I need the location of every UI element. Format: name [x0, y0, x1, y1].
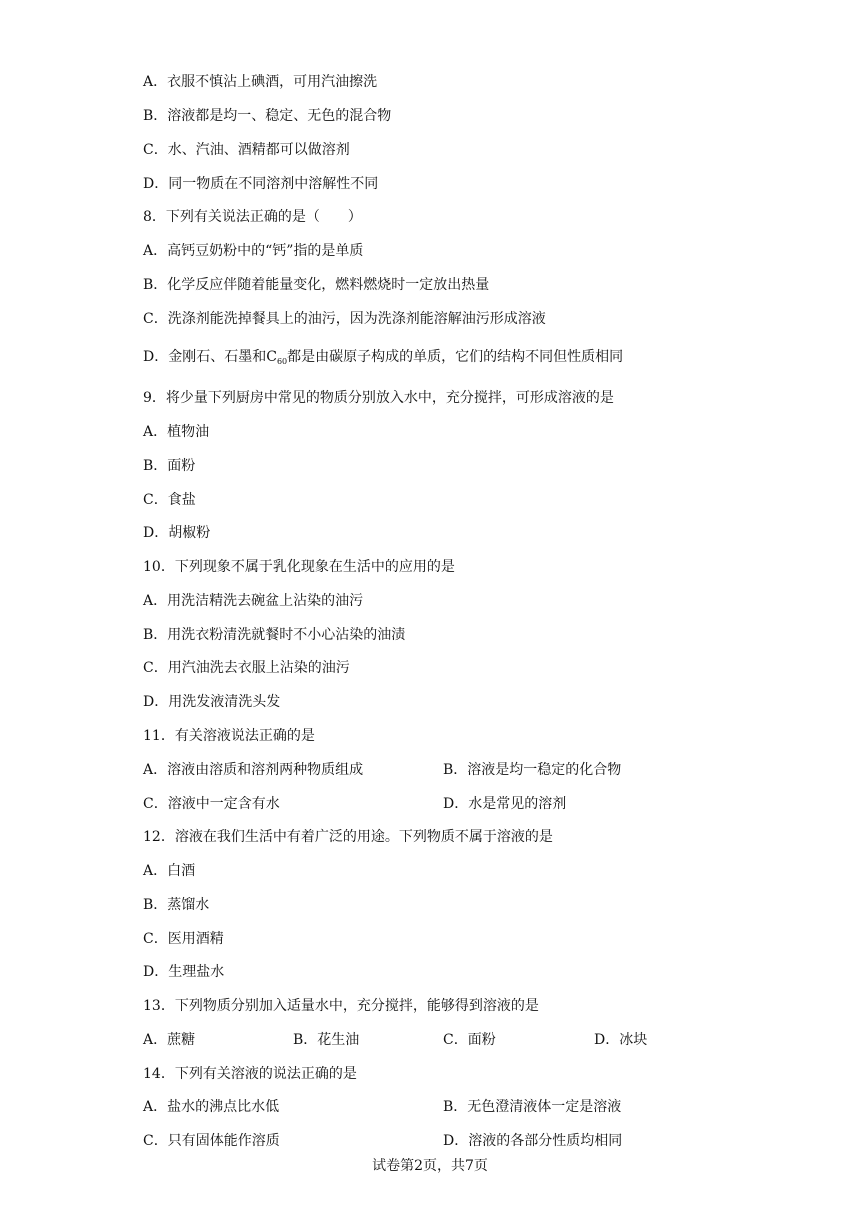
q11-option-b: B．溶液是均一稳定的化合物: [443, 762, 622, 778]
q7-option-d: D．同一物质在不同溶剂中溶解性不同: [143, 176, 379, 192]
q11-option-c: C．溶液中一定含有水: [143, 796, 280, 812]
q13-option-a: A．蔗糖: [143, 1032, 196, 1048]
q7-option-b: B．溶液都是均一、稳定、无色的混合物: [143, 108, 392, 124]
q9-option-c: C．食盐: [143, 492, 196, 508]
q10-option-d: D．用洗发液清洗头发: [143, 694, 281, 710]
q14-stem: 14．下列有关溶液的说法正确的是: [143, 1066, 357, 1082]
q9-option-d: D．胡椒粉: [143, 525, 211, 541]
q14-option-d: D．溶液的各部分性质均相同: [443, 1133, 623, 1149]
q11-stem: 11．有关溶液说法正确的是: [143, 728, 315, 744]
q8-option-b: B．化学反应伴随着能量变化，燃料燃烧时一定放出热量: [143, 277, 490, 293]
q12-stem: 12．溶液在我们生活中有着广泛的用途。下列物质不属于溶液的是: [143, 829, 553, 845]
q11-option-d: D．水是常见的溶剂: [443, 796, 567, 812]
q7-option-c: C．水、汽油、酒精都可以做溶剂: [143, 142, 350, 158]
q8-option-d: [143, 347, 623, 372]
q11-option-a: A．溶液由溶质和溶剂两种物质组成: [143, 762, 364, 778]
q12-option-b: B．蒸馏水: [143, 897, 210, 913]
q10-option-b: B．用洗衣粉清洗就餐时不小心沾染的油渍: [143, 627, 406, 643]
q9-stem: 9．将少量下列厨房中常见的物质分别放入水中，充分搅拌，可形成溶液的是: [143, 390, 614, 406]
q13-stem: 13．下列物质分别加入适量水中，充分搅拌，能够得到溶液的是: [143, 998, 539, 1014]
q9-option-b: B．面粉: [143, 458, 196, 474]
q14-option-b: B．无色澄清液体一定是溶液: [443, 1099, 622, 1115]
q9-option-a: A．植物油: [143, 424, 210, 440]
q8d-subscript: 60: [276, 357, 288, 366]
q7-option-a: A．衣服不慎沾上碘酒，可用汽油擦洗: [143, 74, 378, 90]
q12-option-c: C．医用酒精: [143, 931, 224, 947]
q12-option-d: D．生理盐水: [143, 964, 225, 980]
q14-option-a: A．盐水的沸点比水低: [143, 1099, 280, 1115]
q13-option-d: D．冰块: [594, 1032, 648, 1048]
q12-option-a: A．白酒: [143, 863, 196, 879]
q8-option-a: A．高钙豆奶粉中的“钙”指的是单质: [143, 243, 364, 259]
q10-option-c: C．用汽油洗去衣服上沾染的油污: [143, 660, 350, 676]
q10-option-a: A．用洗洁精洗去碗盆上沾染的油污: [143, 593, 364, 609]
q8d-suffix: 都是由碳原子构成的单质，它们的结构不同但性质相同: [287, 349, 624, 365]
q8-option-c: C．洗涤剂能洗掉餐具上的油污，因为洗涤剂能溶解油污形成溶液: [143, 311, 546, 327]
q8-stem: 8．下列有关说法正确的是（ ）: [143, 209, 362, 225]
page-footer: 试卷第2页，共7页: [372, 1158, 488, 1174]
q13-option-b: B．花生油: [293, 1032, 360, 1048]
q13-option-c: C．面粉: [443, 1032, 496, 1048]
q10-stem: 10．下列现象不属于乳化现象在生活中的应用的是: [143, 559, 455, 575]
q8d-prefix: D．金刚石、石墨和C: [143, 349, 277, 365]
q14-option-c: C．只有固体能作溶质: [143, 1133, 280, 1149]
